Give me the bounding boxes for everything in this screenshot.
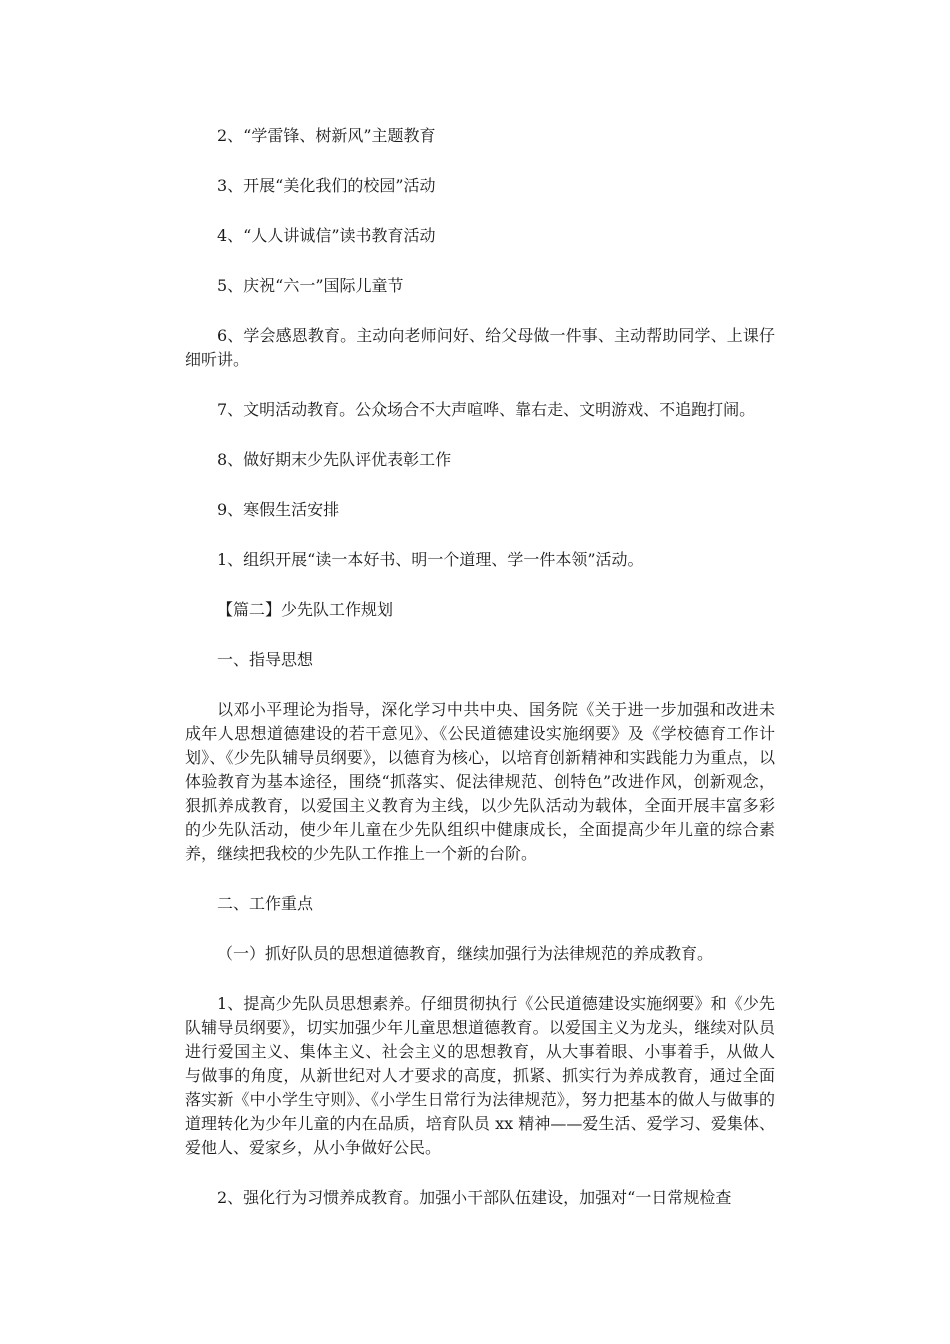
- paragraph-item-9: 9、寒假生活安排: [217, 500, 340, 519]
- guiding-thought-paragraph: 以邓小平理论为指导，深化学习中共中央、国务院《关于进一步加强和改进未成年人思想道德建设的若干意见》、《公民道德建设实施纲要》及《学校德育工作计划》、《少先队辅导员纲要》，以德育为核心，以培育创新精神和实践能力为重点，以体验教育为基本途径，围绕“抓落实、促法律规范、创特色”改进作风，创新观念，狠抓养成教育，以爱国主义教育为主线，以少先队活动为载体，全面开展丰富多彩的少先队活动，使少年儿童在少先队组织中健康成长，全面提高少年儿童的综合素养，继续把我校的少先队工作推上一个新的台阶。: [185, 700, 775, 863]
- work-focus-paragraph-2: 2、强化行为习惯养成教育。加强小干部队伍建设，加强对“一日常规检查: [217, 1188, 732, 1207]
- paragraph-item-3: 3、开展“美化我们的校园”活动: [217, 176, 436, 195]
- work-focus-paragraph-1: 1、提高少先队员思想素养。仔细贯彻执行《公民道德建设实施纲要》和《少先队辅导员纲要》，切实加强少年儿童思想道德教育。以爱国主义为龙头，继续对队员进行爱国主义、集体主义、社会主义的思想教育，从大事着眼、小事着手，从做人与做事的角度，从新世纪对人才要求的高度，抓紧、抓实行为养成教育，通过全面落实新《中小学生守则》、《小学生日常行为法律规范》，努力把基本的做人与做事的道理转化为少年儿童的内在品质，培育队员 xx 精神——爱生活、爱学习、爱集体、爱他人、爱家乡，从小争做好公民。: [185, 994, 775, 1157]
- paragraph-item-2: 2、“学雷锋、树新风”主题教育: [217, 126, 436, 145]
- paragraph-item-5: 5、庆祝“六一”国际儿童节: [217, 276, 404, 295]
- paragraph-item-7: 7、文明活动教育。公众场合不大声喧哗、靠右走、文明游戏、不追跑打闹。: [217, 400, 756, 419]
- paragraph-item-1: 1、组织开展“读一本好书、明一个道理、学一件本领”活动。: [217, 550, 644, 569]
- section-heading: 【篇二】少先队工作规划: [217, 600, 394, 619]
- paragraph-item-6: 6、学会感恩教育。主动向老师问好、给父母做一件事、主动帮助同学、上课仔细听讲。: [185, 326, 775, 369]
- work-focus-item-1: （一）抓好队员的思想道德教育，继续加强行为法律规范的养成教育。: [217, 944, 714, 963]
- subheading-work-focus: 二、工作重点: [217, 894, 314, 913]
- paragraph-item-8: 8、做好期末少先队评优表彰工作: [217, 450, 452, 469]
- subheading-guiding-thought: 一、指导思想: [217, 650, 314, 669]
- paragraph-item-4: 4、“人人讲诚信”读书教育活动: [217, 226, 436, 245]
- document-body: [185, 124, 775, 1210]
